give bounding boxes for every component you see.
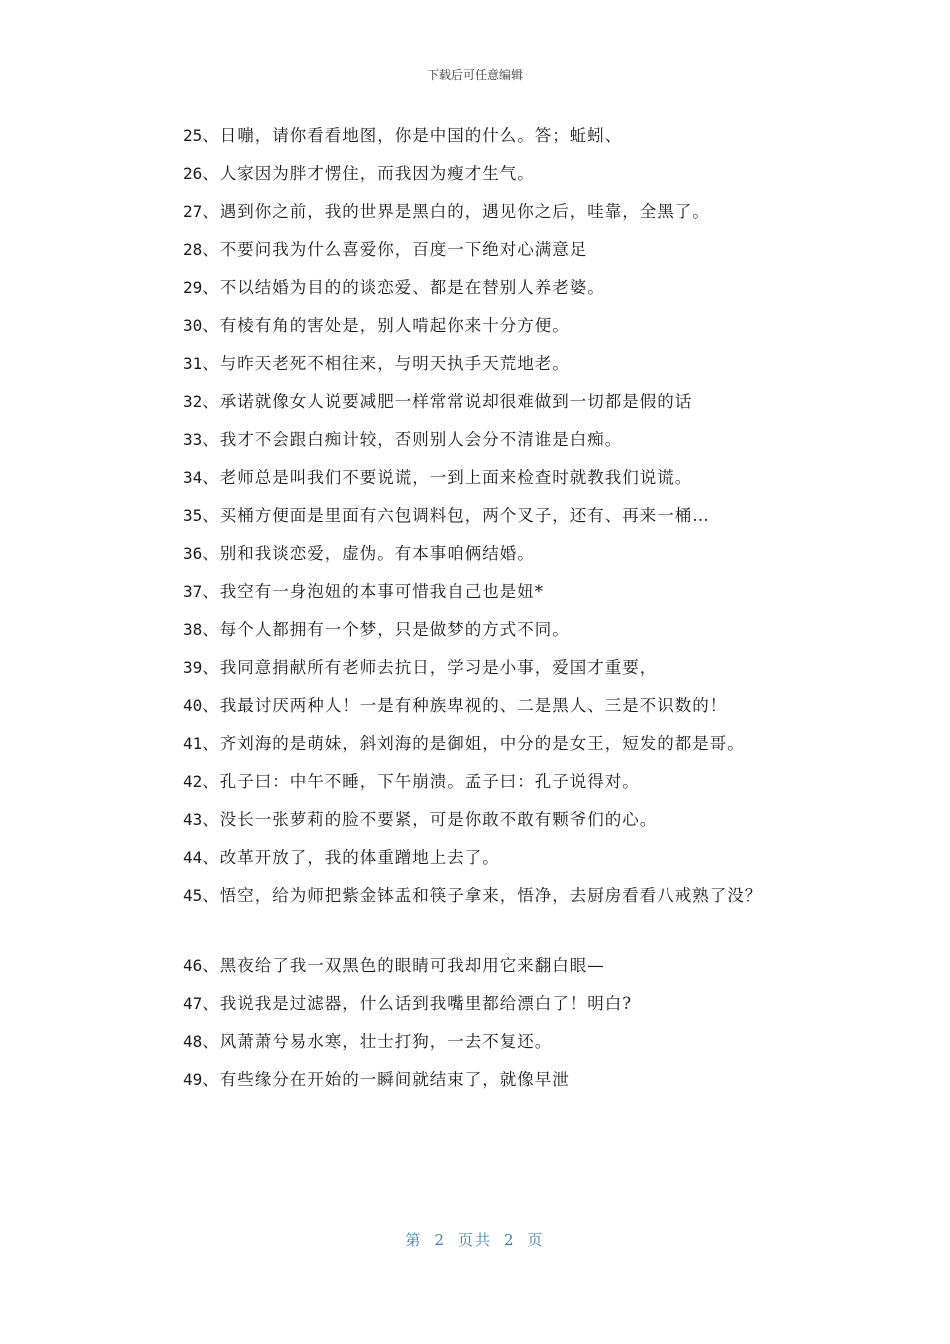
list-item xyxy=(183,578,883,616)
item-number: 47 xyxy=(183,994,203,1013)
list-item xyxy=(183,654,883,692)
item-text: 、别和我谈恋爱，虚伪。有本事咱俩结婚。 xyxy=(202,544,535,563)
item-number: 40 xyxy=(183,696,203,715)
item-number: 45 xyxy=(183,886,203,905)
list-item xyxy=(183,388,883,426)
item-number: 32 xyxy=(183,392,203,411)
item-text: 、与昨天老死不相往来，与明天执手天荒地老。 xyxy=(202,354,570,373)
item-text: 、风萧萧兮易水寒，壮士打狗，一去不复还。 xyxy=(202,1032,553,1051)
item-text: 、不以结婚为目的的谈恋爱、都是在替别人养老婆。 xyxy=(202,278,605,297)
item-number: 49 xyxy=(183,1070,203,1089)
list-item xyxy=(183,350,883,388)
item-text: 、齐刘海的是萌妹，斜刘海的是御姐，中分的是女王，短发的都是哥。 xyxy=(202,734,745,753)
page-footer xyxy=(0,1229,950,1250)
list-item xyxy=(183,540,883,578)
item-text: 、我说我是过滤器，什么话到我嘴里都给漂白了！明白? xyxy=(202,994,633,1013)
item-number: 43 xyxy=(183,810,203,829)
item-number: 27 xyxy=(183,202,203,221)
footer-prefix: 第 xyxy=(405,1231,423,1249)
item-number: 44 xyxy=(183,848,203,867)
item-text: 、人家因为胖才愣住，而我因为瘦才生气。 xyxy=(202,164,535,183)
item-number: 26 xyxy=(183,164,203,183)
item-number: 36 xyxy=(183,544,203,563)
item-number: 28 xyxy=(183,240,203,259)
list-item xyxy=(183,768,883,806)
list-item xyxy=(183,464,883,502)
list-item xyxy=(183,952,883,990)
list-item xyxy=(183,882,883,920)
list-item xyxy=(183,274,883,312)
list-item xyxy=(183,426,883,464)
item-number: 30 xyxy=(183,316,203,335)
page-header: 下载后可任意编辑 xyxy=(426,68,523,82)
item-number: 48 xyxy=(183,1032,203,1051)
list-item xyxy=(183,312,883,350)
item-text: 、我空有一身泡妞的本事可惜我自己也是妞* xyxy=(202,582,545,601)
item-text: 、不要问我为什么喜爱你，百度一下绝对心满意足 xyxy=(202,240,588,259)
item-text: 、承诺就像女人说要减肥一样常常说却很难做到一切都是假的话 xyxy=(202,392,693,411)
item-text: 、老师总是叫我们不要说谎，一到上面来检查时就教我们说谎。 xyxy=(202,468,693,487)
item-number: 39 xyxy=(183,658,203,677)
item-text: 、改革开放了，我的体重蹭地上去了。 xyxy=(202,848,500,867)
item-text: 、每个人都拥有一个梦，只是做梦的方式不同。 xyxy=(202,620,570,639)
item-text: 、遇到你之前，我的世界是黑白的，遇见你之后，哇靠，全黑了。 xyxy=(202,202,710,221)
list-item xyxy=(183,1066,883,1104)
footer-total-pages: 2 xyxy=(504,1231,516,1249)
list-item xyxy=(183,730,883,768)
item-number: 25 xyxy=(183,126,203,145)
item-number: 31 xyxy=(183,354,203,373)
item-number: 46 xyxy=(183,956,203,975)
item-text: 、有些缘分在开始的一瞬间就结束了，就像早泄 xyxy=(202,1070,570,1089)
item-number: 34 xyxy=(183,468,203,487)
item-text: 、有棱有角的害处是，别人啃起你来十分方便。 xyxy=(202,316,570,335)
list-item xyxy=(183,844,883,882)
item-text: 、我最讨厌两种人！一是有种族卑视的、二是黑人、三是不识数的！ xyxy=(202,696,728,715)
footer-suffix: 页 xyxy=(527,1231,545,1249)
item-number: 33 xyxy=(183,430,203,449)
item-text: 、悟空，给为师把紫金钵盂和筷子拿来，悟净，去厨房看看八戒熟了没？ xyxy=(202,886,763,905)
item-number: 38 xyxy=(183,620,203,639)
footer-middle: 页共 xyxy=(457,1231,492,1249)
list-item xyxy=(183,160,883,198)
list-item xyxy=(183,236,883,274)
list-item xyxy=(183,198,883,236)
list-item xyxy=(183,122,883,160)
item-number: 41 xyxy=(183,734,203,753)
item-text: 、没长一张萝莉的脸不要紧，可是你敢不敢有颗爷们的心。 xyxy=(202,810,658,829)
list-item xyxy=(183,616,883,654)
list-item xyxy=(183,806,883,844)
list-item xyxy=(183,502,883,540)
item-text: 、孔子曰：中午不睡，下午崩溃。孟子曰：孔子说得对。 xyxy=(202,772,640,791)
footer-page-number: 2 xyxy=(434,1231,446,1249)
item-text: 、日嘣，请你看看地图，你是中国的什么。答；蚯蚓、 xyxy=(202,126,623,145)
item-number: 35 xyxy=(183,506,203,525)
item-text: 、买桶方便面是里面有六包调料包，两个叉子，还有、再来一桶… xyxy=(202,506,710,525)
item-number: 37 xyxy=(183,582,203,601)
list-item xyxy=(183,990,883,1028)
item-text: 、我同意捐献所有老师去抗日，学习是小事，爱国才重要， xyxy=(202,658,658,677)
item-text: 、我才不会跟白痴计较，否则别人会分不清谁是白痴。 xyxy=(202,430,623,449)
list-item xyxy=(183,692,883,730)
document-body xyxy=(183,122,883,1104)
item-text: 、黑夜给了我一双黑色的眼睛可我却用它来翻白眼— xyxy=(202,956,605,975)
item-number: 29 xyxy=(183,278,203,297)
list-item xyxy=(183,1028,883,1066)
item-number: 42 xyxy=(183,772,203,791)
